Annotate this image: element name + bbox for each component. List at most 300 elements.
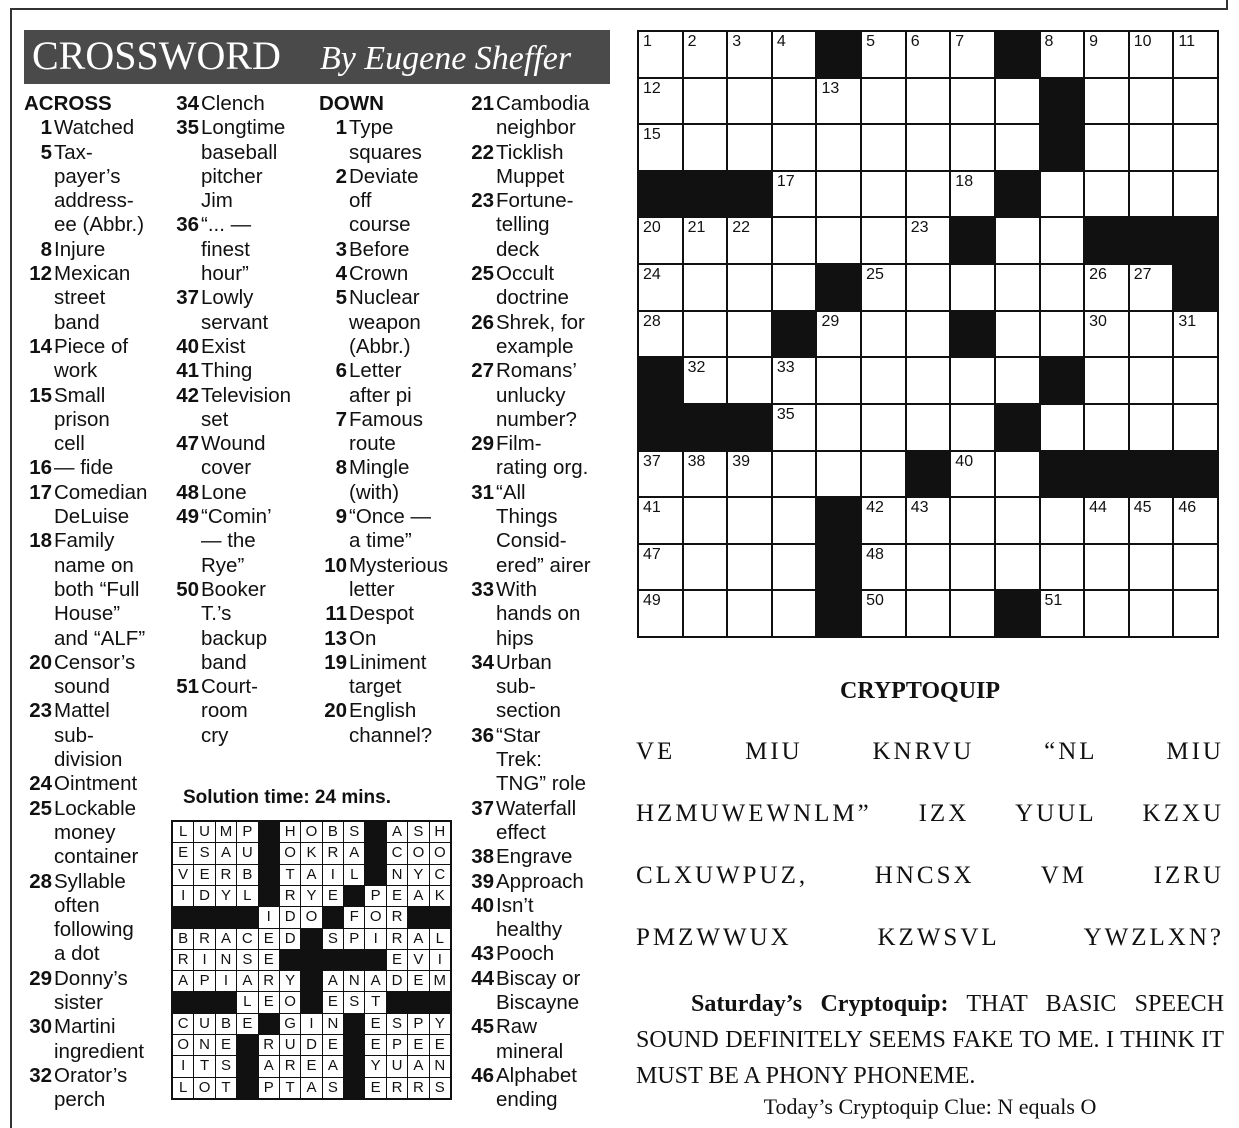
- solution-black-cell: [237, 1056, 257, 1076]
- solution-cell: S: [408, 822, 428, 842]
- grid-cell[interactable]: [1041, 498, 1084, 543]
- grid-cell[interactable]: [862, 358, 905, 403]
- grid-cell[interactable]: [996, 545, 1039, 590]
- grid-cell[interactable]: [1041, 218, 1084, 263]
- clue-item: [466, 92, 616, 141]
- grid-cell[interactable]: [1174, 172, 1217, 217]
- cell-number: 44: [1089, 499, 1107, 517]
- solution-cell: S: [344, 992, 364, 1012]
- grid-cell[interactable]: [1085, 312, 1128, 357]
- clue-item: [319, 699, 469, 748]
- solution-black-cell: [259, 886, 279, 906]
- solution-cell: B: [216, 1014, 236, 1034]
- clue-item: [171, 92, 321, 116]
- clue-number: 30: [29, 1015, 52, 1039]
- clue-item: [24, 1015, 174, 1064]
- solution-cell: E: [387, 886, 407, 906]
- grid-cell[interactable]: [1041, 172, 1084, 217]
- grid-cell[interactable]: [862, 405, 905, 450]
- grid-cell[interactable]: [951, 452, 994, 497]
- clue-text: Syllable often following a dot: [54, 869, 134, 966]
- clue-number: 29: [29, 966, 52, 990]
- grid-cell[interactable]: [1085, 265, 1128, 310]
- clue-text: Deviate off course: [349, 164, 419, 237]
- clue-number: 36: [176, 213, 199, 237]
- clue-item: [319, 505, 469, 554]
- cell-number: 47: [643, 545, 661, 563]
- solution-cell: N: [323, 1014, 343, 1034]
- solution-cell: A: [323, 971, 343, 991]
- grid-cell[interactable]: [639, 32, 682, 77]
- clue-number: 25: [471, 262, 494, 286]
- solution-cell: I: [365, 929, 385, 949]
- clue-item: [24, 456, 174, 480]
- clue-number: 34: [176, 92, 199, 115]
- clue-text: Romans’ unlucky number?: [496, 359, 577, 431]
- solution-cell: S: [237, 950, 257, 970]
- grid-cell[interactable]: [996, 218, 1039, 263]
- grid-cell[interactable]: [862, 312, 905, 357]
- clue-text: “Once — a time”: [349, 505, 432, 553]
- grid-cell[interactable]: [684, 265, 727, 310]
- clue-text: Raw mineral: [496, 1015, 564, 1063]
- grid-cell[interactable]: [996, 358, 1039, 403]
- black-square: [951, 218, 994, 263]
- clue-item: [466, 481, 616, 578]
- grid-cell[interactable]: [773, 218, 816, 263]
- grid-cell[interactable]: [907, 312, 950, 357]
- clue-number: 12: [29, 262, 52, 286]
- grid-cell[interactable]: [728, 125, 771, 170]
- grid-cell[interactable]: [1174, 79, 1217, 124]
- cryptoquip-clue: Today’s Cryptoquip Clue: N equals O: [763, 1094, 1097, 1119]
- cell-number: 8: [1044, 33, 1054, 50]
- grid-cell[interactable]: [907, 265, 950, 310]
- clue-item: [319, 627, 469, 651]
- solution-cell: E: [194, 865, 214, 885]
- clue-number: 17: [29, 480, 52, 504]
- grid-cell[interactable]: [1130, 172, 1173, 217]
- solution-cell: O: [280, 843, 300, 863]
- grid-cell[interactable]: [907, 79, 950, 124]
- grid-cell[interactable]: [684, 125, 727, 170]
- grid-cell[interactable]: [862, 265, 905, 310]
- solution-cell: B: [173, 929, 193, 949]
- clue-item: [171, 675, 321, 748]
- solution-cell: E: [365, 1078, 385, 1098]
- cell-number: 3: [732, 33, 742, 50]
- grid-cell[interactable]: [773, 358, 816, 403]
- clue-text: Exist: [201, 334, 246, 358]
- grid-cell[interactable]: [1130, 312, 1173, 357]
- grid-cell[interactable]: [907, 125, 950, 170]
- grid-cell[interactable]: [1085, 498, 1128, 543]
- clue-text: Ointment: [54, 772, 138, 796]
- grid-cell[interactable]: [862, 498, 905, 543]
- grid-cell[interactable]: [996, 265, 1039, 310]
- clue-text: Pooch: [496, 942, 555, 966]
- solution-cell: N: [216, 950, 236, 970]
- grid-cell[interactable]: [817, 405, 860, 450]
- grid-cell[interactable]: [996, 498, 1039, 543]
- grid-cell[interactable]: [684, 79, 727, 124]
- grid-cell[interactable]: [907, 591, 950, 636]
- grid-cell[interactable]: [1174, 312, 1217, 357]
- clue-text: Cambodia neighbor: [496, 92, 590, 140]
- grid-cell[interactable]: [1130, 32, 1173, 77]
- clue-text: Mingle (with): [349, 456, 410, 504]
- grid-cell[interactable]: [817, 125, 860, 170]
- grid-cell[interactable]: [1041, 312, 1084, 357]
- clue-item: [466, 845, 616, 869]
- clue-text: Letter after pi: [349, 359, 412, 407]
- grid-cell[interactable]: [907, 545, 950, 590]
- grid-cell[interactable]: [951, 125, 994, 170]
- clue-text: Alphabet ending: [496, 1063, 577, 1112]
- grid-cell[interactable]: [773, 125, 816, 170]
- crossword-grid[interactable]: [637, 30, 1219, 638]
- grid-cell[interactable]: [817, 218, 860, 263]
- solution-cell: C: [430, 865, 450, 885]
- grid-cell[interactable]: [862, 591, 905, 636]
- grid-cell[interactable]: [1130, 125, 1173, 170]
- grid-cell[interactable]: [862, 452, 905, 497]
- grid-cell[interactable]: [773, 452, 816, 497]
- cell-number: 7: [955, 33, 965, 50]
- solution-cell: C: [237, 929, 257, 949]
- grid-cell[interactable]: [639, 452, 682, 497]
- grid-cell[interactable]: [639, 591, 682, 636]
- solution-cell: V: [408, 950, 428, 970]
- black-square: [951, 312, 994, 357]
- grid-cell[interactable]: [1085, 591, 1128, 636]
- grid-cell[interactable]: [639, 312, 682, 357]
- grid-cell[interactable]: [639, 125, 682, 170]
- grid-cell[interactable]: [1174, 405, 1217, 450]
- clue-text: Shrek, for example: [496, 310, 585, 358]
- solution-cell: D: [387, 971, 407, 991]
- grid-cell[interactable]: [773, 172, 816, 217]
- grid-cell[interactable]: [684, 545, 727, 590]
- grid-cell[interactable]: [1041, 32, 1084, 77]
- grid-cell[interactable]: [951, 358, 994, 403]
- grid-cell[interactable]: [1085, 405, 1128, 450]
- grid-cell[interactable]: [1041, 545, 1084, 590]
- grid-cell[interactable]: [951, 32, 994, 77]
- clue-item: [24, 797, 174, 870]
- grid-cell[interactable]: [1174, 591, 1217, 636]
- grid-cell[interactable]: [728, 312, 771, 357]
- solution-black-cell: [323, 907, 343, 927]
- grid-cell[interactable]: [684, 218, 727, 263]
- grid-cell[interactable]: [951, 172, 994, 217]
- grid-cell[interactable]: [817, 312, 860, 357]
- clue-text: “Comin’ — the Rye”: [201, 505, 272, 577]
- clue-text: Martini ingredient: [54, 1015, 145, 1063]
- clue-item: [466, 1064, 616, 1113]
- solution-black-cell: [280, 950, 300, 970]
- grid-cell[interactable]: [684, 312, 727, 357]
- solution-black-cell: [173, 907, 193, 927]
- grid-cell[interactable]: [1130, 405, 1173, 450]
- clue-number: 39: [471, 869, 494, 893]
- grid-cell[interactable]: [684, 32, 727, 77]
- cell-number: 51: [1044, 592, 1063, 610]
- clue-item: [319, 408, 469, 457]
- grid-cell[interactable]: [951, 265, 994, 310]
- cell-number: 17: [776, 172, 795, 190]
- solution-black-cell: [430, 992, 450, 1012]
- clue-text: Comedian DeLuise: [54, 480, 148, 529]
- clue-text: Wound cover: [201, 432, 266, 480]
- solution-cell: K: [301, 843, 321, 863]
- clue-item: [466, 724, 616, 797]
- clue-text: Despot: [349, 602, 414, 626]
- solution-cell: P: [408, 1014, 428, 1034]
- clue-number: 26: [471, 310, 494, 334]
- black-square: [907, 452, 950, 497]
- grid-cell[interactable]: [817, 172, 860, 217]
- clue-number: 48: [176, 480, 199, 504]
- clue-number: 8: [335, 456, 347, 480]
- grid-cell[interactable]: [817, 452, 860, 497]
- grid-cell[interactable]: [862, 218, 905, 263]
- solution-black-cell: [408, 992, 428, 1012]
- grid-cell[interactable]: [773, 265, 816, 310]
- grid-cell[interactable]: [773, 591, 816, 636]
- solution-cell: T: [194, 1056, 214, 1076]
- solution-cell: S: [344, 822, 364, 842]
- solution-cell: D: [301, 1035, 321, 1055]
- grid-cell[interactable]: [1130, 498, 1173, 543]
- solution-black-cell: [301, 992, 321, 1012]
- grid-cell[interactable]: [951, 79, 994, 124]
- grid-cell[interactable]: [1041, 265, 1084, 310]
- clue-item: [466, 311, 616, 360]
- clue-text: Tax- payer’s address- ee (Abbr.): [54, 140, 145, 237]
- grid-cell[interactable]: [684, 591, 727, 636]
- clue-item: [24, 772, 174, 796]
- grid-cell[interactable]: [862, 125, 905, 170]
- saturday-answer: [636, 986, 1224, 1094]
- grid-cell[interactable]: [684, 452, 727, 497]
- grid-cell[interactable]: [639, 218, 682, 263]
- grid-cell[interactable]: [996, 452, 1039, 497]
- grid-cell[interactable]: [996, 125, 1039, 170]
- grid-cell[interactable]: [728, 452, 771, 497]
- clue-number: 16: [29, 456, 52, 480]
- solution-cell: I: [259, 907, 279, 927]
- clue-item: [24, 481, 174, 530]
- down-heading: DOWN: [319, 92, 384, 115]
- cell-number: 27: [1133, 266, 1152, 284]
- solution-cell: N: [344, 971, 364, 991]
- grid-cell[interactable]: [951, 405, 994, 450]
- clue-number: 31: [471, 480, 494, 504]
- solution-black-cell: [259, 865, 279, 885]
- grid-cell[interactable]: [996, 312, 1039, 357]
- grid-cell[interactable]: [862, 79, 905, 124]
- grid-cell[interactable]: [728, 545, 771, 590]
- grid-cell[interactable]: [1085, 172, 1128, 217]
- solution-cell: M: [430, 971, 450, 991]
- solution-black-cell: [173, 992, 193, 1012]
- grid-cell[interactable]: [1085, 32, 1128, 77]
- clue-text: — fide: [54, 456, 114, 480]
- grid-cell[interactable]: [907, 498, 950, 543]
- solution-cell: E: [301, 1056, 321, 1076]
- clue-number: 44: [471, 966, 494, 990]
- grid-cell[interactable]: [951, 498, 994, 543]
- grid-cell[interactable]: [728, 358, 771, 403]
- grid-cell[interactable]: [773, 498, 816, 543]
- cell-number: 40: [955, 452, 974, 470]
- solution-black-cell: [259, 843, 279, 863]
- grid-cell[interactable]: [639, 545, 682, 590]
- clue-text: Court- room cry: [201, 675, 258, 747]
- clue-number: 1: [335, 116, 347, 140]
- solution-black-cell: [365, 843, 385, 863]
- cell-number: 20: [643, 219, 661, 237]
- solution-cell: E: [259, 929, 279, 949]
- solution-cell: G: [280, 1014, 300, 1034]
- cryptoquip-line: VE MIU KNRVU “NL MIU: [636, 738, 1224, 765]
- grid-cell[interactable]: [817, 358, 860, 403]
- solution-cell: N: [194, 1035, 214, 1055]
- clue-item: [466, 967, 616, 1016]
- grid-cell[interactable]: [728, 265, 771, 310]
- clue-number: 4: [335, 262, 347, 286]
- solution-cell: S: [323, 929, 343, 949]
- solution-cell: A: [301, 1078, 321, 1098]
- grid-cell[interactable]: [951, 545, 994, 590]
- grid-cell[interactable]: [728, 591, 771, 636]
- grid-cell[interactable]: [1174, 32, 1217, 77]
- black-square: [1174, 218, 1217, 263]
- solution-cell: R: [387, 907, 407, 927]
- cell-number: 10: [1133, 33, 1152, 50]
- grid-cell[interactable]: [639, 498, 682, 543]
- grid-cell[interactable]: [773, 545, 816, 590]
- grid-cell[interactable]: [1174, 358, 1217, 403]
- cell-number: 18: [955, 172, 974, 190]
- grid-cell[interactable]: [639, 79, 682, 124]
- across-clues-col1: [24, 92, 174, 1112]
- grid-cell[interactable]: [728, 498, 771, 543]
- solution-cell: T: [280, 865, 300, 885]
- solution-cell: I: [430, 950, 450, 970]
- solution-cell: Y: [216, 886, 236, 906]
- cell-number: 32: [687, 359, 706, 377]
- grid-cell[interactable]: [773, 32, 816, 77]
- clue-number: 23: [471, 189, 494, 213]
- grid-cell[interactable]: [862, 32, 905, 77]
- grid-cell[interactable]: [951, 591, 994, 636]
- solution-black-cell: [365, 950, 385, 970]
- grid-cell[interactable]: [1085, 125, 1128, 170]
- solution-cell: I: [216, 971, 236, 991]
- clue-item: [319, 456, 469, 505]
- grid-cell[interactable]: [728, 32, 771, 77]
- crossword-banner: [24, 30, 610, 84]
- grid-cell[interactable]: [639, 265, 682, 310]
- clue-number: 45: [471, 1015, 494, 1039]
- clue-number: 29: [471, 432, 494, 456]
- grid-cell[interactable]: [907, 405, 950, 450]
- grid-cell[interactable]: [817, 79, 860, 124]
- grid-cell[interactable]: [684, 358, 727, 403]
- grid-cell[interactable]: [907, 358, 950, 403]
- grid-cell[interactable]: [684, 498, 727, 543]
- solution-black-cell: [237, 907, 257, 927]
- clue-number: 21: [471, 92, 494, 115]
- clue-text: Nuclear weapon (Abbr.): [349, 286, 421, 358]
- clue-text: On: [349, 626, 377, 650]
- solution-cell: Y: [430, 1014, 450, 1034]
- solution-black-cell: [194, 907, 214, 927]
- grid-cell[interactable]: [996, 79, 1039, 124]
- solution-black-cell: [301, 971, 321, 991]
- clue-text: Piece of work: [54, 334, 129, 383]
- grid-cell[interactable]: [1174, 498, 1217, 543]
- clue-number: 8: [40, 237, 52, 261]
- clue-item: [24, 651, 174, 700]
- grid-cell[interactable]: [862, 172, 905, 217]
- grid-cell[interactable]: [728, 218, 771, 263]
- grid-cell[interactable]: [1130, 545, 1173, 590]
- black-square: [817, 32, 860, 77]
- black-square: [996, 172, 1039, 217]
- solution-cell: A: [408, 929, 428, 949]
- solution-black-cell: [323, 950, 343, 970]
- clue-item: [466, 189, 616, 262]
- solution-cell: E: [365, 1035, 385, 1055]
- grid-cell[interactable]: [907, 32, 950, 77]
- cell-number: 43: [910, 499, 929, 517]
- grid-cell[interactable]: [1130, 358, 1173, 403]
- grid-cell[interactable]: [1130, 591, 1173, 636]
- solution-cell: E: [365, 1014, 385, 1034]
- cryptoquip-line: HZMUWEWNLM” IZX YUUL KZXU: [636, 800, 1224, 827]
- grid-cell[interactable]: [1174, 545, 1217, 590]
- grid-cell[interactable]: [773, 79, 816, 124]
- grid-cell[interactable]: [907, 218, 950, 263]
- solution-cell: D: [194, 886, 214, 906]
- grid-cell[interactable]: [773, 405, 816, 450]
- grid-cell[interactable]: [1130, 265, 1173, 310]
- solution-black-cell: [301, 929, 321, 949]
- cell-number: 24: [643, 266, 661, 284]
- clue-item: [24, 384, 174, 457]
- grid-cell[interactable]: [728, 79, 771, 124]
- cell-number: 33: [776, 359, 795, 377]
- clue-number: 43: [471, 942, 494, 966]
- grid-cell[interactable]: [1041, 591, 1084, 636]
- grid-cell[interactable]: [1174, 125, 1217, 170]
- grid-cell[interactable]: [1085, 79, 1128, 124]
- clue-text: Liniment target: [349, 650, 427, 699]
- grid-cell[interactable]: [1085, 545, 1128, 590]
- clue-item: [24, 699, 174, 772]
- cell-number: 9: [1089, 33, 1099, 50]
- grid-cell[interactable]: [907, 172, 950, 217]
- clue-text: Thing: [201, 359, 253, 383]
- black-square: [817, 265, 860, 310]
- grid-cell[interactable]: [1041, 405, 1084, 450]
- grid-cell[interactable]: [1130, 79, 1173, 124]
- grid-cell[interactable]: [862, 545, 905, 590]
- grid-cell[interactable]: [1085, 358, 1128, 403]
